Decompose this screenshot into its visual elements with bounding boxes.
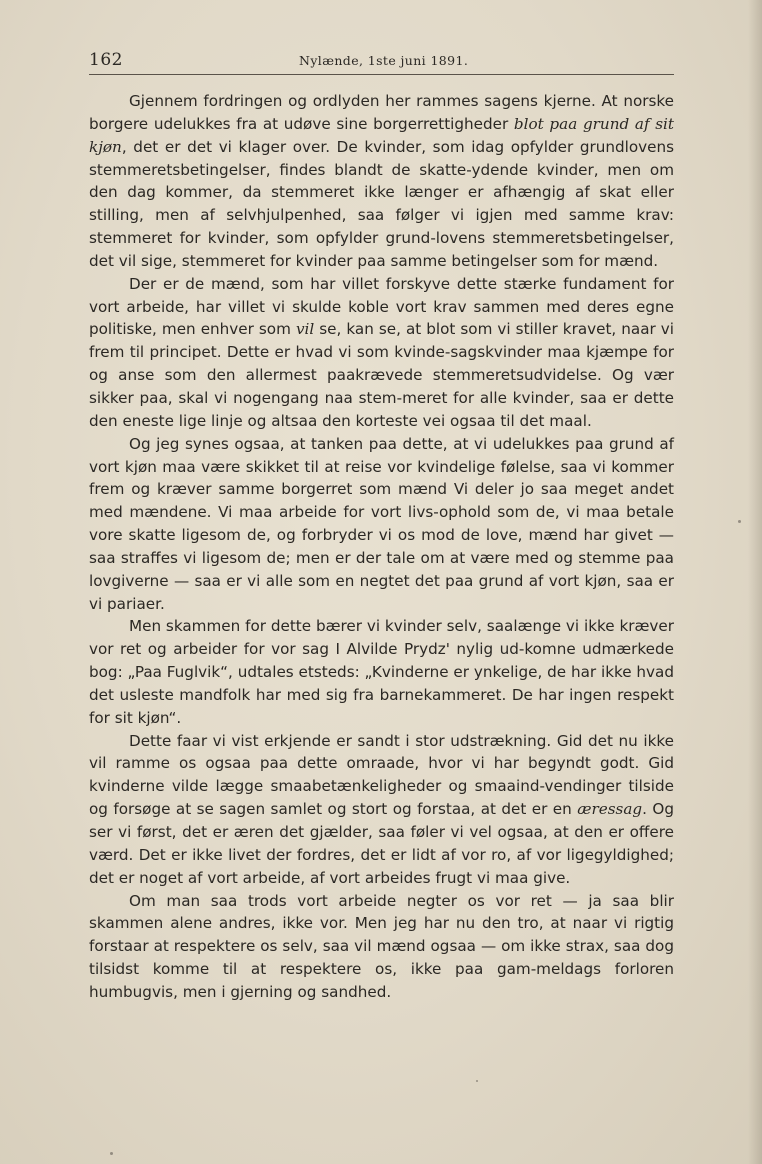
paper-speck xyxy=(476,1080,478,1082)
italic-emphasis: æressag xyxy=(577,800,643,819)
running-head: Nylænde, 1ste juni 1891. xyxy=(299,53,469,68)
paragraph xyxy=(89,273,674,433)
text-run: se, kan se, at blot som vi stiller kravet, naar vi frem til principet. Dette er hvad vi som kvinde-sagskvinder maa kjæmpe for og anse som den allermest paakrævede stemmeretsudvidelse. Og vær sikker paa, skal vi nogengang naa stem-meret for alle kvinder, saa er dette den eneste lige linje og altsaa den korteste vei ogsaa til det maal. xyxy=(89,320,674,430)
paragraph xyxy=(89,90,674,273)
paper-speck xyxy=(738,520,741,523)
italic-emphasis: vil xyxy=(295,320,315,339)
italic-emphasis: blot paa grund af sit kjøn xyxy=(89,114,674,156)
text-run: Gjennem fordringen og ordlyden her rammes sagens kjerne. At norske borgere udelukkes fra at udøve sine borgerrettigheder xyxy=(89,92,674,133)
paragraph xyxy=(89,433,674,616)
text-run: Om man saa trods vort arbeide negter os vor ret — ja saa blir skammen alene andres, ikke vor. Men jeg har nu den tro, at naar vi rigtig forstaar at respektere os selv, saa vil mænd ogsaa — om ikke strax, saa dog tilsidst komme til at respektere os, ikke paa gam-meldags forloren humbugvis, men i gjerning og sandhed. xyxy=(89,891,674,1001)
text-run: Men skammen for dette bærer vi kvinder selv, saalænge vi ikke kræver vor ret og arbeider for vor sag I Alvilde Prydz' nylig ud-komne udmærkede bog: „Paa Fuglvik“, udtales etsteds: „Kvinderne er ynkelige, de har ikke hvad det usleste mandfolk har med sig fra barnekammeret. De har ingen respekt for sit kjøn“. xyxy=(89,617,674,727)
article-body xyxy=(89,90,674,1004)
text-run: Dette faar vi vist erkjende er sandt i stor udstrækning. Gid det nu ikke vil ramme os ogsaa paa dette omraade, hvor vi har begyndt godt. Gid kvinderne vilde lægge smaabetænkeligheder og smaaind-vendinger tilside og forsøge at se sagen samlet og stort og forstaa, at det er en xyxy=(89,731,674,819)
header-rule xyxy=(89,74,674,75)
paragraph xyxy=(89,615,674,729)
page-spine-shadow xyxy=(748,0,762,1164)
paper-speck xyxy=(110,1152,113,1155)
page-header xyxy=(89,48,674,74)
text-run: Og jeg synes ogsaa, at tanken paa dette, at vi udelukkes paa grund af vort kjøn maa være skikket til at reise vor kvindelige følelse, saa vi kommer frem og kræver samme borgerret som mænd Vi deler jo saa meget andet med mændene. Vi maa arbeide for vort livs-ophold som de, vi maa betale vore skatte ligesom de, og forbryder vi os mod de love, mænd har givet — saa straffes vi ligesom de; men er der tale om at være med og stemme paa lovgiverne — saa er vi alle som en negtet det paa grund af vort kjøn, saa er vi pariaer. xyxy=(89,434,674,613)
page-number: 162 xyxy=(89,50,123,70)
paragraph xyxy=(89,890,674,1004)
text-run: Der er de mænd, som har villet forskyve dette stærke fundament for vort arbeide, har villet vi skulde koble vort krav sammen med deres egne politiske, men enhver som xyxy=(89,274,674,339)
paragraph xyxy=(89,730,674,890)
text-run: . Og ser vi først, det er æren det gjælder, saa føler vi vel ogsaa, at den er offere værd. Det er ikke livet der fordres, det er lidt af vor ro, af vor ligegyldighed; det er noget af vort arbeide, af vort arbeides frugt vi maa give. xyxy=(89,800,674,887)
text-run: , det er det vi klager over. De kvinder, som idag opfylder grundlovens stemmeretsbetingelser, findes blandt de skatte-ydende kvinder, men om den dag kommer, da stemmeret ikke længer er afhængig af skat eller stilling, men af selvhjulpenhed, saa følger vi igjen med samme krav: stemmeret for kvinder, som opfylder grund-lovens stemmeretsbetingelser, det vil sige, stemmeret for kvinder paa samme betingelser som for mænd. xyxy=(89,137,674,270)
